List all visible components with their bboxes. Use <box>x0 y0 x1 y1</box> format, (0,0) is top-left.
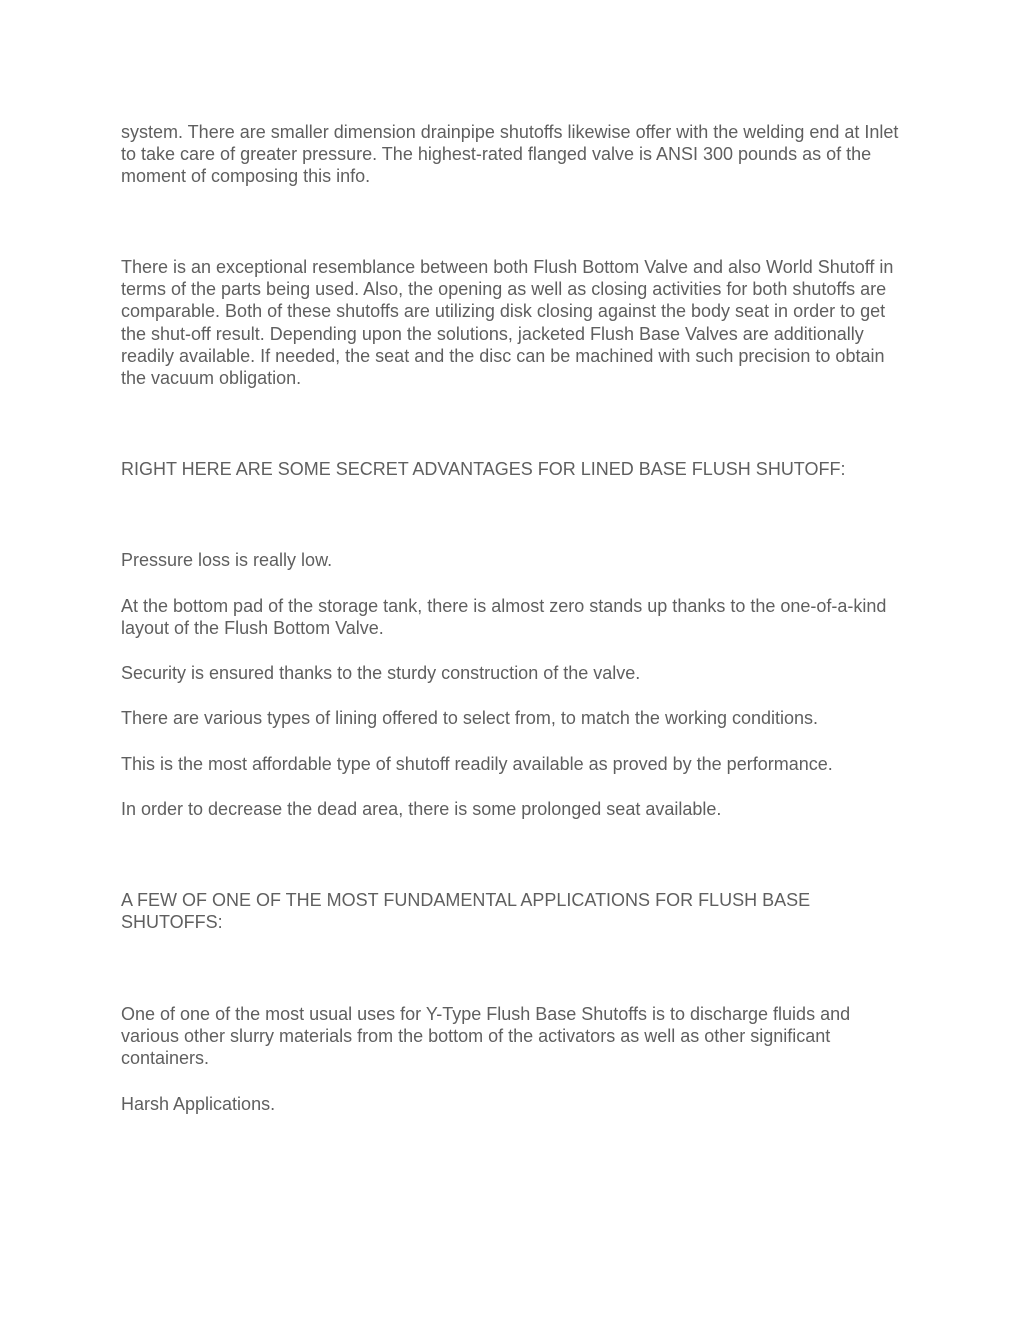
advantage-item-3: Security is ensured thanks to the sturdy construction of the valve. <box>121 663 641 683</box>
application-item-1: One of one of the most usual uses for Y-Type Flush Base Shutoffs is to discharge fluids and various other slurry materials from the bottom of the activators as well as other significant containers. <box>121 1004 851 1069</box>
application-item-2: Harsh Applications. <box>121 1094 276 1114</box>
advantage-item-4: There are various types of lining offered to select from, to match the working conditions. <box>121 708 819 728</box>
paragraph-resemblance: There is an exceptional resemblance between both Flush Bottom Valve and also World Shutoff in terms of the parts being used. Also, the opening as well as closing activities for both shutoffs are comparable. Both of these shutoffs are utilizing disk closing against the body seat in order to get the shut-off result. Depending upon the solutions, jacketed Flush Base Valves are additionally readily available. If needed, the seat and the disc can be machined with such precision to obtain the vacuum obligation. <box>121 257 894 389</box>
heading-advantages: RIGHT HERE ARE SOME SECRET ADVANTAGES FOR LINED BASE FLUSH SHUTOFF: <box>121 459 846 479</box>
advantage-item-1: Pressure loss is really low. <box>121 550 333 570</box>
paragraph-system-intro: system. There are smaller dimension drainpipe shutoffs likewise offer with the welding end at Inlet to take care of greater pressure. The highest-rated flanged valve is ANSI 300 pounds as of the moment of composing this info. <box>121 122 899 187</box>
advantage-item-6: In order to decrease the dead area, there is some prolonged seat available. <box>121 799 722 819</box>
heading-applications: A FEW OF ONE OF THE MOST FUNDAMENTAL APPLICATIONS FOR FLUSH BASE SHUTOFFS: <box>121 890 811 933</box>
advantage-item-2: At the bottom pad of the storage tank, there is almost zero stands up thanks to the one-of-a-kind layout of the Flush Bottom Valve. <box>121 596 887 639</box>
advantage-item-5: This is the most affordable type of shutoff readily available as proved by the performance. <box>121 754 833 774</box>
